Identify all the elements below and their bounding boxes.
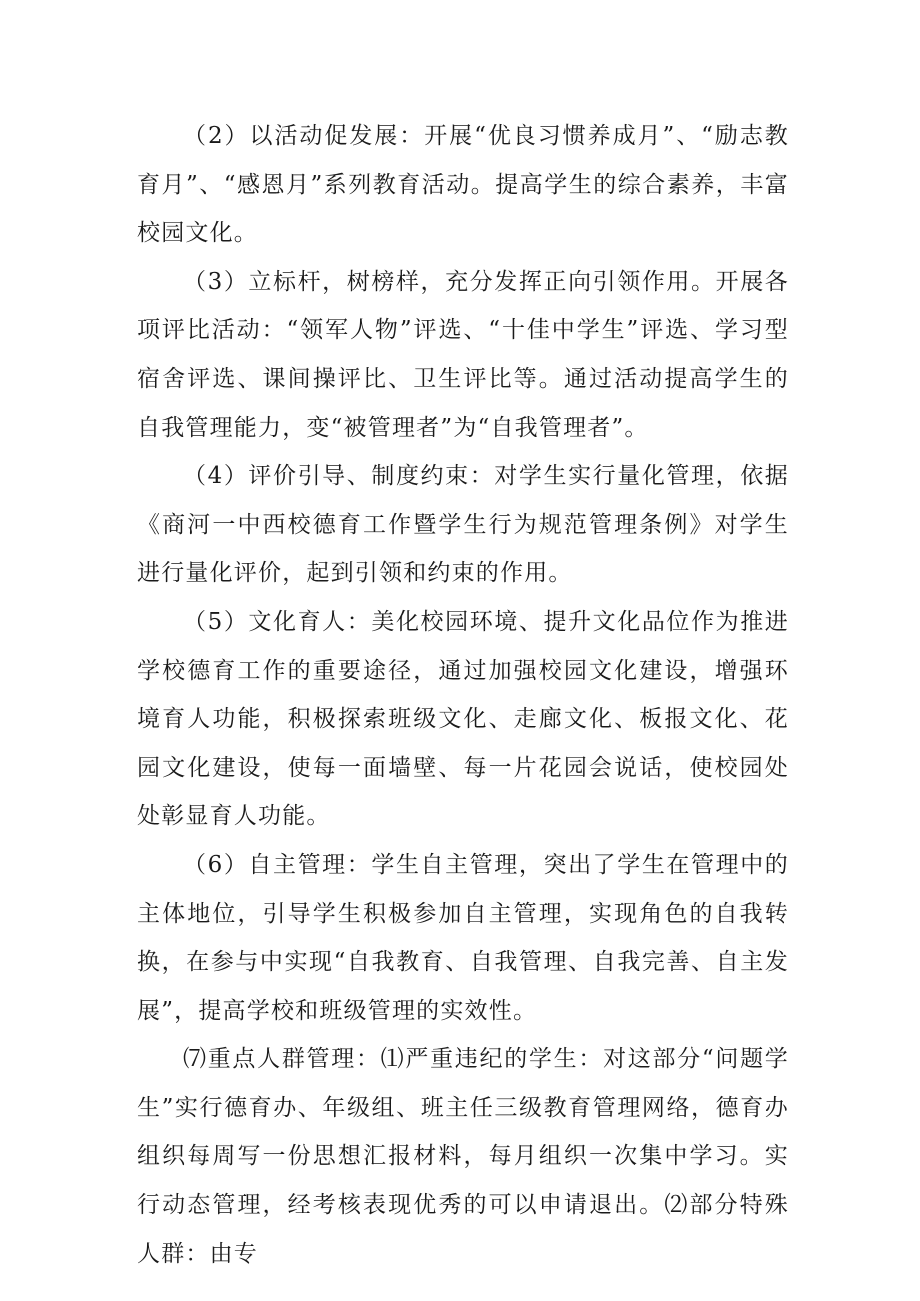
paragraph-activities: （2）以活动促发展：开展“优良习惯养成月”、“励志教育月”、“感恩月”系列教育活动。提高学生的综合素养，丰富校园文化。 (137, 123, 789, 247)
paragraph-culture: （5）文化育人：美化校园环境、提升文化品位作为推进学校德育工作的重要途径，通过加强校园文化建设，增强环境育人功能，积极探索班级文化、走廊文化、板报文化、花园文化建设，使每一面墙壁、每一片花园会说话，使校园处处彰显育人功能。 (137, 608, 789, 830)
paragraph-evaluation: （4）评价引导、制度约束：对学生实行量化管理，依据《商河一中西校德育工作暨学生行为规范管理条例》对学生进行量化评价，起到引领和约束的作用。 (137, 463, 789, 587)
paragraph-self-management: （6）自主管理：学生自主管理，突出了学生在管理中的主体地位，引导学生积极参加自主管理，实现角色的自我转换，在参与中实现“自我教育、自我管理、自我完善、自主发展”，提高学校和班级管理的实效性。 (137, 851, 789, 1024)
paragraph-role-models: （3）立标杆，树榜样，充分发挥正向引领作用。开展各项评比活动：“领军人物”评选、“十佳中学生”评选、学习型宿舍评选、课间操评比、卫生评比等。通过活动提高学生的自我管理能力，变“被管理者”为“自我管理者”。 (137, 268, 789, 441)
document-body (137, 112, 789, 1278)
paragraph-key-groups: ⑺重点人群管理：⑴严重违纪的学生：对这部分“问题学生”实行德育办、年级组、班主任三级教育管理网络，德育办组织每周写一份思想汇报材料，每月组织一次集中学习。实行动态管理，经考核表现优秀的可以申请退出。⑵部分特殊人群：由专 (137, 1046, 789, 1267)
